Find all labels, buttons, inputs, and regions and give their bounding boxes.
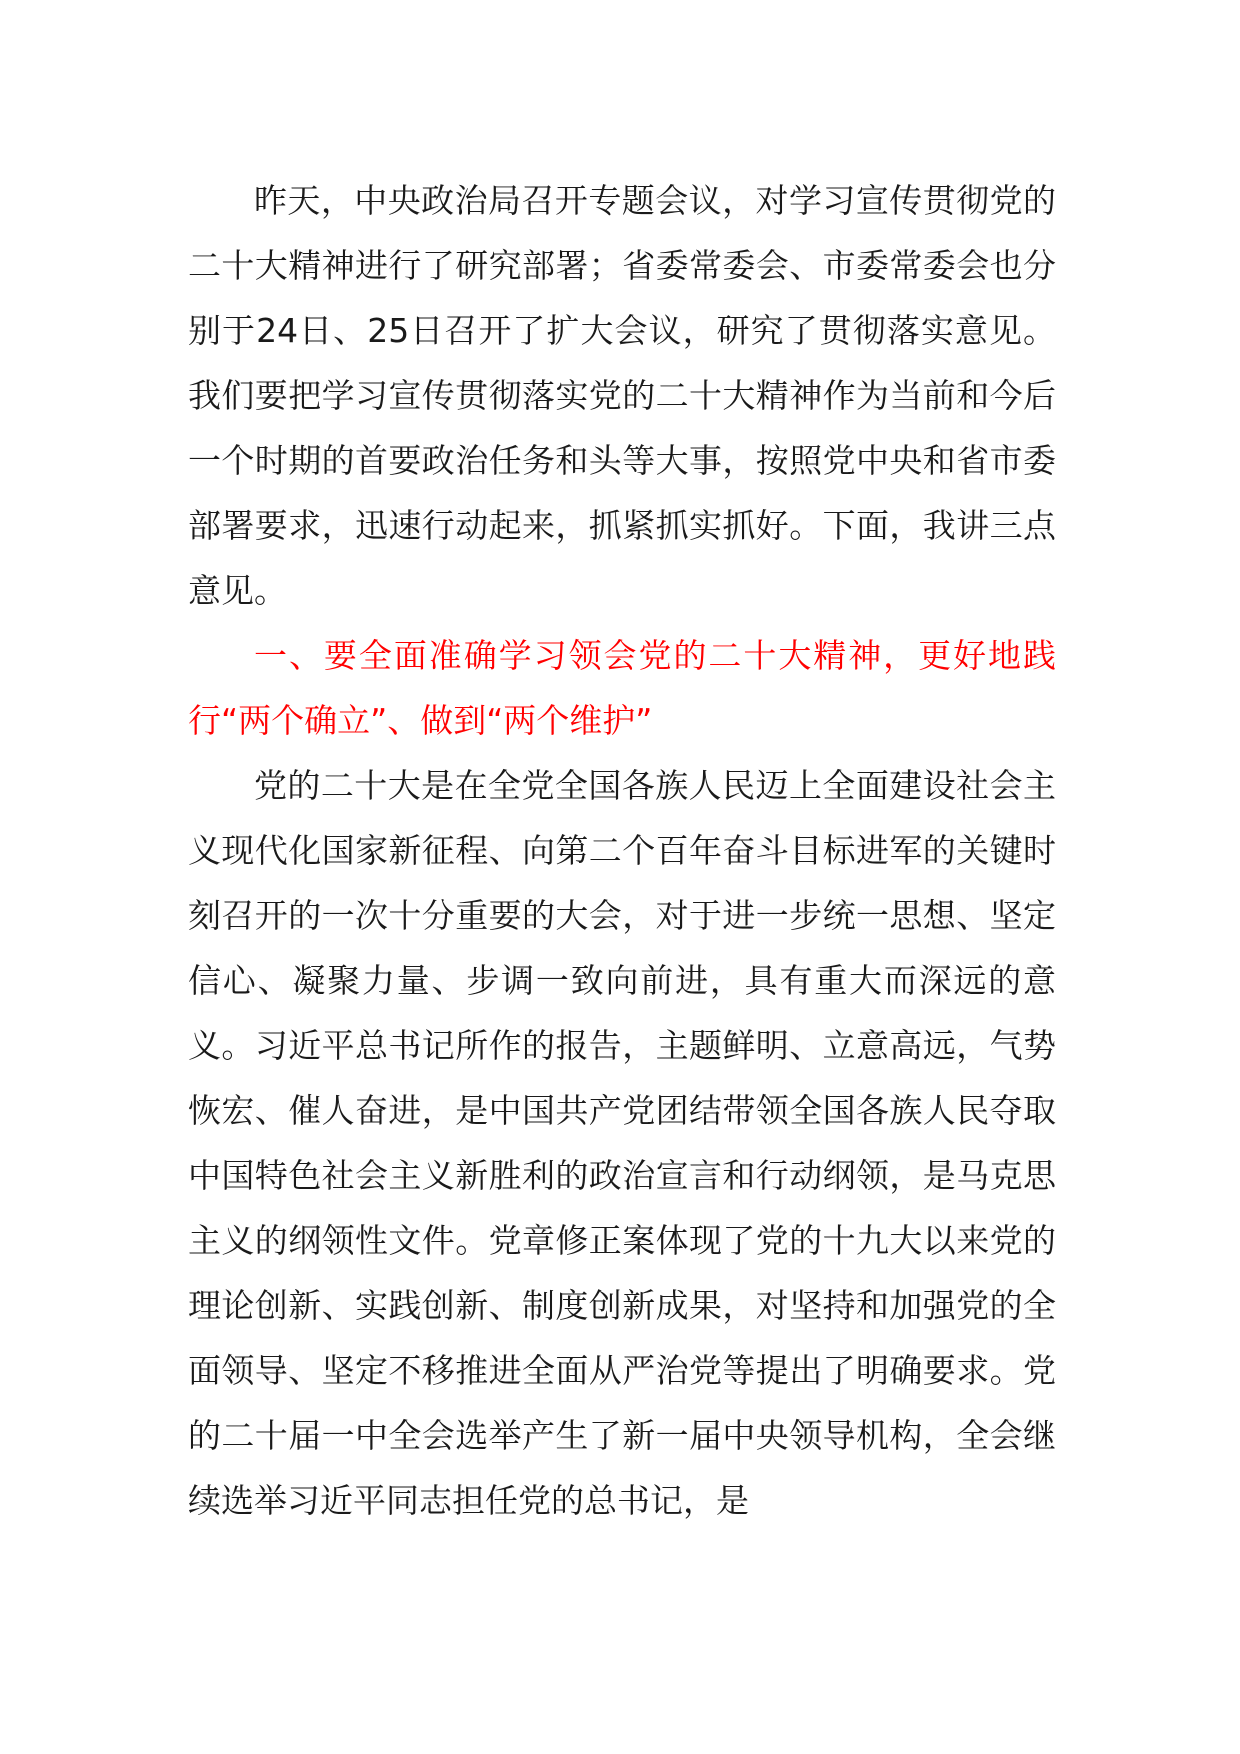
section-heading-one: 一、要全面准确学习领会党的二十大精神，更好地践行“两个确立”、做到“两个维护”: [188, 636, 1056, 740]
paragraph-intro: 昨天，中央政治局召开专题会议，对学习宣传贯彻党的二十大精神进行了研究部署；省委常委会、市委常委会也分别于24日、25日召开了扩大会议，研究了贯彻落实意见。我们要把学习宣传贯彻落实党的二十大精神作为当前和今后一个时期的首要政治任务和头等大事，按照党中央和省市委部署要求，迅速行动起来，抓紧抓实抓好。下面，我讲三点意见。: [188, 181, 1056, 610]
document-body: [188, 168, 1056, 1533]
paragraph-section-one: 党的二十大是在全党全国各族人民迈上全面建设社会主义现代化国家新征程、向第二个百年奋斗目标进军的关键时刻召开的一次十分重要的大会，对于进一步统一思想、坚定信心、凝聚力量、步调一致向前进，具有重大而深远的意义。习近平总书记所作的报告，主题鲜明、立意高远，气势恢宏、催人奋进，是中国共产党团结带领全国各族人民夺取中国特色社会主义新胜利的政治宣言和行动纲领，是马克思主义的纲领性文件。党章修正案体现了党的十九大以来党的理论创新、实践创新、制度创新成果，对坚持和加强党的全面领导、坚定不移推进全面从严治党等提出了明确要求。党的二十届一中全会选举产生了新一届中央领导机构，全会继续选举习近平同志担任党的总书记，是: [188, 766, 1056, 1520]
